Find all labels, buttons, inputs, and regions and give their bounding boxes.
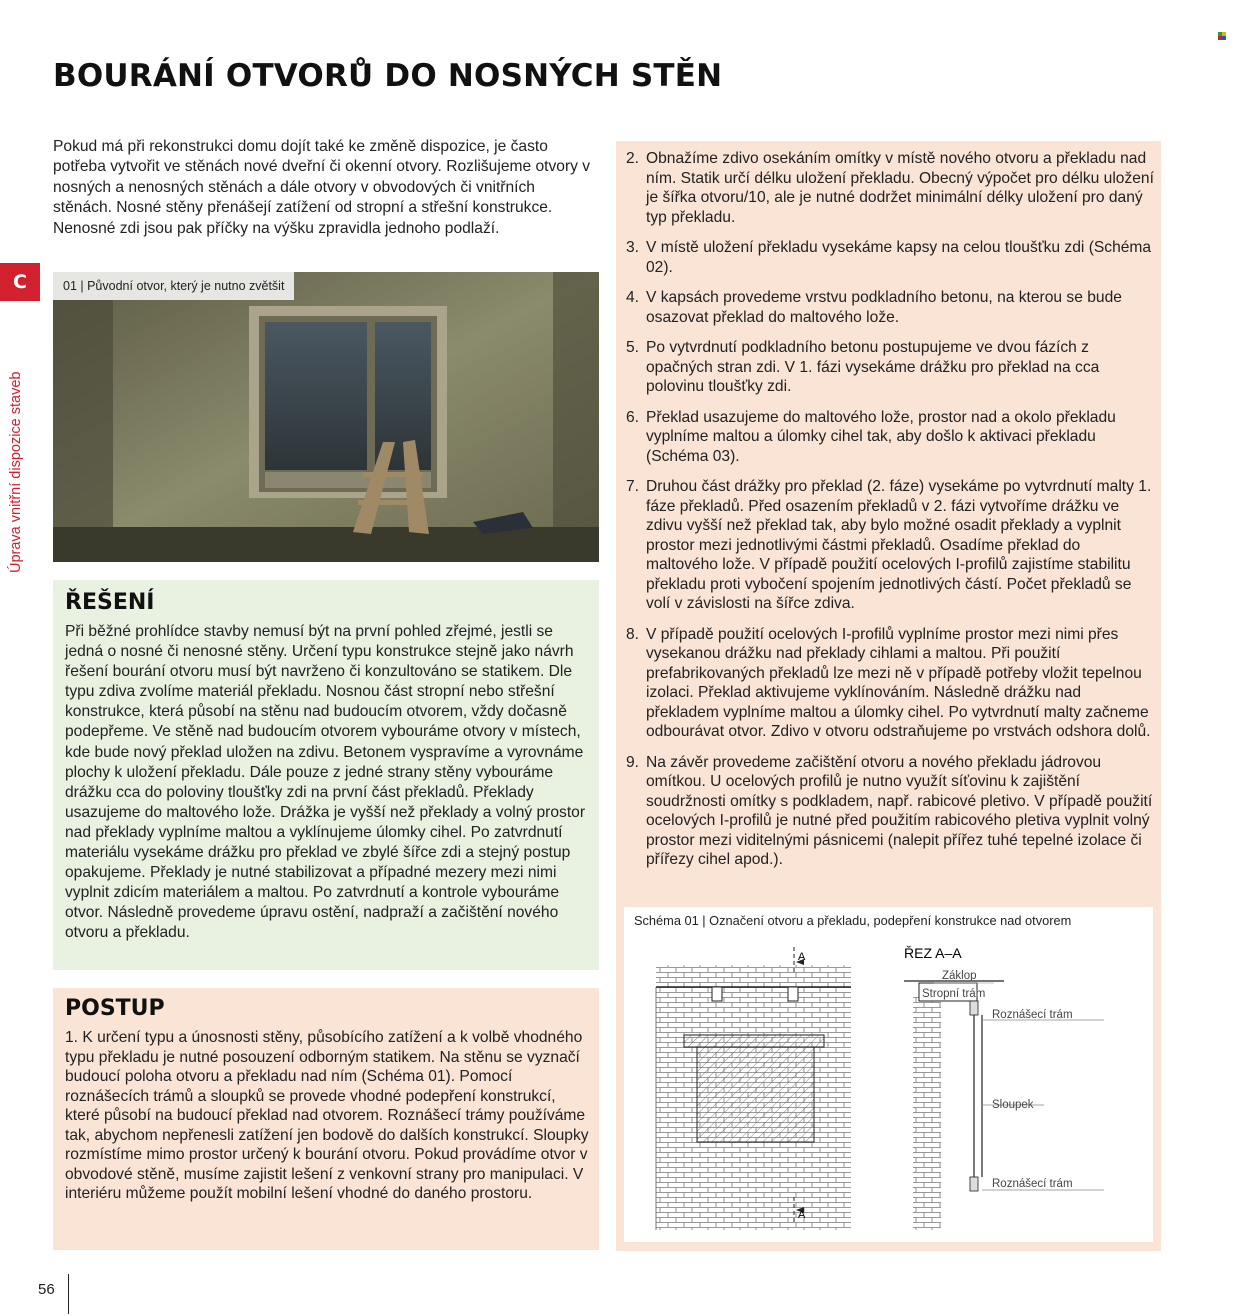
label-zaklop: Záklop [942, 970, 977, 982]
step-item: 3. V místě uložení překladu vysekáme kapsy na celou tloušťku zdi (Schéma 02). [626, 239, 1152, 276]
postup-section [53, 988, 599, 1250]
section-title: ŘEZ A–A [904, 945, 962, 961]
page-number-divider [68, 1274, 69, 1314]
step-item: 5. Po vytvrdnutí podkladního betonu postupujeme ve dvou fázích z opačných stran zdi. V 1. fázi vysekáme drážku pro překlad na cca polovinu tloušťky zdi. [626, 339, 1100, 395]
step-item: 9. Na závěr provedeme začištění otvoru a nového překladu jádrovou omítkou. U ocelových profilů je nutno využít síťovinu k zajištění soudržnosti omítky s podkladem, např. rabicové pletivo. V případě použití ocelových I-profilů je nutné před použitím rabicového pletiva vyplnit volný prostor mezi viditelnými pásnicemi (nalepit přířez tuhé tepelné izolace či přířezy cihel apod.). [626, 753, 1153, 868]
wall-section [913, 993, 941, 1230]
schema-drawing [624, 907, 1153, 1242]
step-item: 2. Obnažíme zdivo osekáním omítky v místě nového otvoru a překladu nad ním. Statik určí délku uložení překladu. Obecný výpočet pro délku uložení je šířka otvoru/10, ale je nutné dodržet minimální délky uložení pro daný typ překladu. [626, 150, 1154, 226]
postup-heading: POSTUP [65, 996, 165, 1021]
steps-list [626, 149, 1154, 881]
label-stropni-tram: Stropní trám [922, 988, 986, 1000]
reseni-heading: ŘEŠENÍ [65, 590, 155, 615]
postup-text: 1. K určení typu a únosnosti stěny, působícího zatížení a k volbě vhodného typu překladu je nutné posouzení odborným statikem. Na stěnu se vyznačí budoucí poloha otvoru a překladu nad ním (Schéma 01). Pomocí roznášecích trámů a sloupků se provede vhodné podepření konstrukcí, které působí na budoucí překlad nad otvorem. Roznášecí trámy používáme tak, abychom nepřenesli zatížení jen bodově do dalších konstrukcí. Sloupky rozmístíme mimo prostor určený k bourání otvoru. Pokud provádíme otvor v obvodové stěně, musíme zajistit lešení z venkovní strany pro manipulaci. V interiéru můžeme použít mobilní lešení vhodné do daného prostoru. [65, 1029, 589, 1202]
step-item: 4. V kapsách provedeme vrstvu podkladního betonu, na kterou se bude osazovat překlad do maltového lože. [626, 289, 1122, 326]
room-window-photo [53, 272, 599, 562]
step-item: 6. Překlad usazujeme do maltového lože, prostor nad a okolo překladu vyplníme maltou a úlomky cihel tak, aby došlo k aktivaci překladu (Schéma 03). [626, 408, 1116, 465]
lintel-outline [684, 1035, 824, 1047]
reseni-text: Při běžné prohlídce stavby nemusí být na první pohled zřejmé, jestli se jedná o nosné či nenosné stěny. Určení typu konstrukce stejně jako návrh řešení bourání otvoru musí být navrženo či konzultováno se statikem. Dle typu zdiva zvolíme materiál překladu. Nosnou část stropní nebo střešní konstrukce, která působí na stěnu nad budoucím otvorem, vždy dočasně podepřeme. Ve stěně nad budoucím otvorem vybouráme otvory v místech, kde bude nový překlad uložen na zdivu. Betonem vyspravíme a vyrovnáme plochy k uložení překladu. Dále pouze z jedné strany stěny vybouráme drážku cca do poloviny tloušťky zdi na první část překladů. Překlady usazujeme do maltového lože. Drážka je vyšší než překlady a volný prostor nad překlady vyplníme maltou a vyklínujeme úlomky cihel. Po zatvrdnutí materiálu vysekáme drážku pro překlad ve zbylé šířce zdi a stejný postup opakujeme. Překlady je nutné stabilizovat a případné mezery mezi nimi vyplnit zdicím materiálem a maltou. Po zatvrdnutí a kontrole vybouráme otvor. Následně provedeme úpravu ostění, nadpraží a začištění nového otvoru a překladu. [65, 623, 586, 942]
photo-original-opening [53, 272, 599, 562]
reseni-section [53, 580, 599, 970]
marker-a-top: A [798, 951, 806, 963]
step-item: 8. V případě použití ocelových I-profilů vyplníme prostor mezi nimi přes vysekanou drážku nad překlady cihlami a maltou. Při použití prefabrikovaných překladů lze mezi ně v případě potřeby vložit tepelnou izolaci. Překlad aktivujeme vyklínováním. Následně drážku nad překladem vyplníme maltou a úlomky cihel. Po vytvrdnutí malty začneme odbourávat otvor. Zdivo v otvoru odstraňujeme po vrstvách odshora dolů. [626, 625, 1151, 740]
chapter-tab: C [0, 263, 40, 301]
chapter-label: Úprava vnitřní dispozice staveb [8, 371, 24, 573]
label-roznaseci-tram-top: Roznášecí trám [992, 1009, 1073, 1021]
schema-01 [624, 907, 1153, 1242]
intro-paragraph: Pokud má při rekonstrukci domu dojít také ke změně dispozice, je často potřeba vytvořit ve stěnách nové dveřní či okenní otvory. Rozlišujeme otvory v nosných a nenosných stěnách a dále otvory v obvodových či vnitřních stěnách. Nosné stěny přenášejí zatížení od stropní a střešní konstrukce. Nenosné zdi jsou pak příčky na výšku zpravidla jednoho podlaží. [53, 138, 591, 237]
marker-a-bottom: A [798, 1209, 806, 1221]
opening-outline [697, 1047, 814, 1142]
step-item: 7. Druhou část drážky pro překlad (2. fáze) vysekáme po vytvrdnutí malty 1. fáze překladů. Před osazením překladů v 2. fázi vytvoříme drážku ve zdivu vyšší než překlad tak, aby bylo možné osadit překlady a vyplnit prostor mezi jednotlivými částmi překladů. Osadíme překlad do maltového lože. V případě použití ocelových I-profilů zajistíme stabilitu překladu proti vybočení spojením jednotlivých částí. Počet překladů se volí v závislosti na šířce zdiva. [626, 478, 1152, 612]
page-title: BOURÁNÍ OTVORŮ DO NOSNÝCH STĚN [53, 58, 723, 94]
page-number: 56 [38, 1281, 55, 1298]
color-mark-icon [1218, 27, 1226, 35]
label-sloupek: Sloupek [992, 1099, 1034, 1111]
photo-caption: 01 | Původní otvor, který je nutno zvětšit [53, 272, 294, 300]
label-roznaseci-tram-bottom: Roznášecí trám [992, 1178, 1073, 1190]
schema-caption: Schéma 01 | Označení otvoru a překladu, podepření konstrukce nad otvorem [634, 913, 1072, 928]
